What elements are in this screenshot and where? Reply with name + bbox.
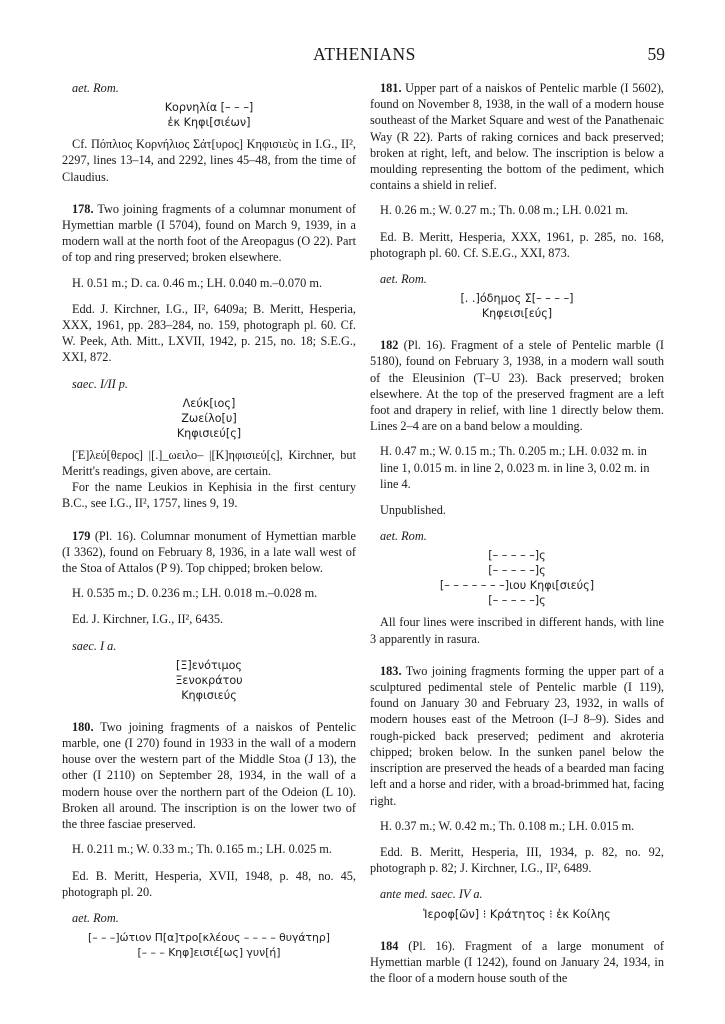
description-text: (Pl. 16). Fragment of a stele of Pentelic marble (I 5180), found on February 3, 1938, in a modern wall south of the Eleusinion (T–U 23). Back preserved; broken elsewhere. At the top of the preserved fragment are a left foot and drapery in relief, with line 1 directly below them. Lines 2–4 are on a band below a moulding. [370,338,665,434]
entry-number: 181. [380,81,402,95]
running-head: ATHENIANS [313,44,416,64]
measurements: H. 0.37 m.; W. 0.42 m.; Th. 0.108 m.; LH. 0.015 m. [380,818,635,833]
commentary: Cf. Πόπλιος Κορνήλιος Σάτ[υρος] Κηφισιεὺς in I.G., II², 2297, lines 13–14, and 2292, lines 45–48, from the time of Claudius. [62,137,356,184]
measurements: H. 0.51 m.; D. ca. 0.46 m.; LH. 0.040 m.–0.070 m. [72,275,323,290]
entry-description [62,719,356,832]
description-text: (Pl. 16). Fragment of a large monument of Hymettian marble (I 1242), found on January 24, 1934, in the floor of a modern house south of the [370,938,664,985]
inscription-line: Ζωείλο[υ] [181,411,237,425]
right-column [370,80,664,989]
inscription-line: Κορνηλία [– – –] [164,101,254,115]
inscription-text [370,907,664,922]
inscription-line: Κηφεισι[εύς] [481,307,553,321]
measurements: H. 0.535 m.; D. 0.236 m.; LH. 0.018 m.–0.028 m. [72,586,318,601]
entry-date: saec. I a. [72,638,117,653]
entry-number: 178. [72,201,94,216]
inscription-line: [– – – – –]ς [488,594,546,608]
left-column [62,80,356,960]
entry-description [370,337,664,434]
entry-description [370,80,664,193]
inscription-text [62,396,356,441]
inscription-line: [– – – Κηφ]εισιέ[ως] γυν[ή] [137,946,281,960]
inscription-line: [– – –]ώτιον Π[α]τρο[κλέους – – – – θυγάτηρ] [88,931,330,945]
entry-number: 183. [380,663,402,678]
inscription-text [62,930,356,960]
commentary: [Ἐ]λεύ[θερος] |[.]_ωειλο– |[Κ]ηφισιεύ[ς], Kirchner, but Meritt's readings, given above, are certain. [62,447,356,479]
inscription-text [62,100,356,130]
inscription-line: Ξενοκράτου [175,673,243,687]
description-text: (Pl. 16). Columnar monument of Hymettian marble (I 3362), found on February 8, 1936, in a late wall west of the Stoa of Attalos (P 9). Top chipped; broken below. [62,528,356,576]
entry-number: 184 [380,938,399,953]
inscription-line: ἐκ Κηφι[σιέων] [167,116,251,130]
entry-description [62,528,356,577]
entry-description [370,938,664,987]
commentary: All four lines were inscribed in different hands, with line 3 apparently in rasura. [370,615,664,646]
editions: Ed. J. Kirchner, I.G., II², 6435. [72,612,224,627]
entry-description [62,201,356,266]
entry-date: aet. Rom. [380,529,427,544]
publication-status: Unpublished. [380,503,446,518]
page-number: 59 [647,44,665,64]
entry-184 [370,938,664,987]
inscription-text [370,291,664,321]
entry-date: ante med. saec. IV a. [380,887,483,902]
inscription-line: Λεύκ[ιος] [182,396,236,410]
inscription-line: [– – – – –]ς [488,549,546,563]
entry-number: 180. [72,719,94,734]
entry-date: aet. Rom. [72,81,119,95]
entry-182 [370,337,664,647]
editions: Ed. B. Meritt, Hesperia, XXX, 1961, p. 285, no. 168, photograph pl. 60. Cf. S.E.G., XXI, 873. [370,229,664,260]
inscription-text [62,658,356,703]
entry-178 [62,201,356,512]
inscription-text [370,548,664,608]
entry-number: 179 [72,528,91,543]
entry-top [62,80,356,185]
entry-date: aet. Rom. [380,272,427,287]
description-text: Two joining fragments of a naiskos of Pentelic marble, one (I 270) found in 1933 in the wall of a modern house over the western part of the Middle Stoa (J 13), the other (I 2110) on September 28, 1934, in the wall of a modern house over the northern part of the Odeion (L 10). Broken all around. The inscription is on the lower two of the three fasciae preserved. [62,719,356,832]
measurements: H. 0.47 m.; W. 0.15 m.; Th. 0.205 m.; LH. 0.032 m. in line 1, 0.015 m. in line 2, 0.023 m. in line 3, 0.02 m. in line 4. [380,444,650,491]
inscription-line: [Ξ]ενότιμος [176,658,242,672]
inscription-line: [– – – – – – –]ιου Κηφι[σιεύς] [439,579,595,593]
entry-179 [62,528,356,703]
commentary: For the name Leukios in Kephisia in the first century B.C., see I.G., II², 1757, lines 9, 19. [62,480,356,511]
inscription-line: [– – – – –]ς [488,564,546,578]
editions: Edd. J. Kirchner, I.G., II², 6409a; B. Meritt, Hesperia, XXX, 1961, pp. 283–284, no. 159, photograph pl. 60. Cf. W. Peek, Ath. Mitt., LXVII, 1942, p. 215, no. 18; S.E.G., XXI, 872. [62,301,356,365]
description-text: Two joining fragments forming the upper part of a sculptured pedimental stele of Pentelic marble (I 119), found on January 30 and February 23, 1932, in walls of modern houses east of the Metroon (I–J 8–9). Sides and rough-picked back preserved; pediment and akroteria chipped; broken below. In the sunken panel below the inscription are preserved the heads of a bearded man facing left and a horse and rider, with a broad-brimmed hat, facing right. [370,663,664,808]
entry-description [370,663,664,809]
description-text: Upper part of a naiskos of Pentelic marble (I 5602), found on November 8, 1938, in the wall of a modern house southeast of the Market Square and west of the Panathenaic Way (R 22). Parts of raking cornices and back preserved; broken at right, left, and below. The inscription is below a moulding representing the bottom of the pediment, which contains a shield in relief. [370,81,664,193]
inscription-line: Ἱεροφ[ῶν] ⁝ Κράτητος ⁝ ἐκ Κοίλης [423,907,611,921]
description-text: Two joining fragments of a columnar monument of Hymettian marble (I 5704), found on March 9, 1939, in a modern wall at the north foot of the Areopagus (O 22). Part of top and ring preserved; broken elsewhere. [62,201,356,265]
editions: Edd. B. Meritt, Hesperia, III, 1934, p. 82, no. 92, photograph p. 82; J. Kirchner, I.G., II², 6489. [370,844,664,876]
measurements: H. 0.211 m.; W. 0.33 m.; Th. 0.165 m.; LH. 0.025 m. [72,842,332,857]
editions: Ed. B. Meritt, Hesperia, XVII, 1948, p. 48, no. 45, photograph pl. 20. [62,868,356,899]
entry-date: aet. Rom. [72,910,119,925]
page-header [64,40,665,68]
entry-183 [370,663,664,922]
entry-181 [370,80,664,321]
inscription-line: Κηφισιεύς [181,688,237,702]
inscription-line: [. .]όδημος Σ[– – – –] [460,292,574,306]
entry-180 [62,719,356,960]
inscription-line: Κηφισιεύ[ς] [176,426,242,440]
measurements: H. 0.26 m.; W. 0.27 m.; Th. 0.08 m.; LH. 0.021 m. [380,203,629,218]
entry-date: saec. I/II p. [72,376,128,391]
entry-number: 182 [380,338,399,353]
